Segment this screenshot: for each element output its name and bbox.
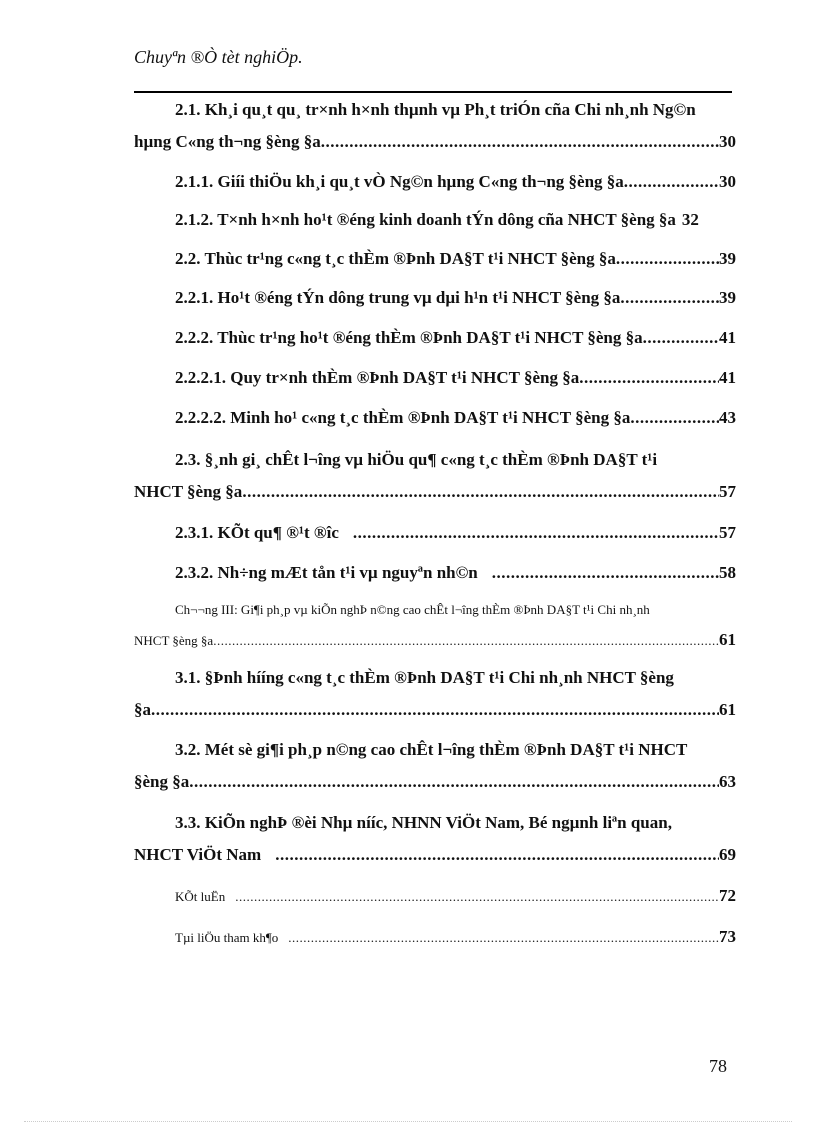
toc-page-number: 57 bbox=[719, 482, 736, 501]
toc-entry-2-2-2-2 bbox=[175, 403, 736, 433]
toc-entry-3-3 bbox=[134, 808, 736, 870]
toc-entry-text-line1: 2.3. §¸nh gi¸ chÊt l¬îng vµ hiÖu qu¶ c«ng t¸c thÈm ®Þnh DA§T t¹i bbox=[175, 450, 658, 469]
toc-entry-2-2 bbox=[175, 244, 736, 274]
leader-dots bbox=[353, 518, 719, 548]
toc-entry-text: 2.2.2.1. Quy tr×nh thÈm ®Þnh DA§T t¹i NHCT §èng §a bbox=[175, 368, 580, 387]
leader-dots bbox=[492, 558, 719, 588]
toc-entry-text: 2.2. Thùc tr¹ng c«ng t¸c thÈm ®Þnh DA§T t¹i NHCT §èng §a bbox=[175, 249, 616, 268]
leader-dots bbox=[235, 882, 719, 912]
leader-dots bbox=[151, 695, 719, 725]
toc-entry-2-3-2 bbox=[175, 558, 736, 588]
toc-entry-text: 2.3.2. Nh÷ng mÆt tån t¹i vµ nguyªn nh©n bbox=[175, 563, 478, 582]
toc-entry-3-1 bbox=[134, 663, 736, 725]
toc-page-number: 30 bbox=[719, 132, 736, 151]
toc-entry-text: Tµi liÖu tham kh¶o bbox=[175, 930, 279, 945]
toc-entry-2-3 bbox=[134, 445, 736, 507]
toc-entry-2-1-2 bbox=[175, 205, 736, 235]
toc-entry-text-line1: 3.2. Mét sè gi¶i ph¸p n©ng cao chÊt l¬îng thÈm ®Þnh DA§T t¹i NHCT bbox=[175, 740, 688, 759]
toc-entry-3-2 bbox=[134, 735, 736, 797]
page-header: Chuyªn ®Ò tèt nghiÖp. bbox=[134, 47, 303, 67]
toc-page-number: 32 bbox=[681, 210, 699, 229]
toc-page-number: 58 bbox=[719, 563, 736, 582]
toc-page-number: 41 bbox=[719, 328, 736, 347]
toc-entry-text-line2: NHCT §èng §a bbox=[134, 633, 214, 648]
leader-dots bbox=[189, 767, 719, 797]
toc-entry-text: KÕt luËn bbox=[175, 889, 226, 904]
toc-page-number: 43 bbox=[719, 408, 736, 427]
toc-entry-conclusion bbox=[175, 881, 736, 912]
toc-entry-2-2-2-1 bbox=[175, 363, 736, 393]
toc-entry-references bbox=[175, 922, 736, 953]
toc-entry-text: 2.1.2. T×nh h×nh ho¹t ®éng kinh doanh tÝn dông cña NHCT §èng §a bbox=[175, 210, 676, 229]
header-rule bbox=[134, 91, 732, 93]
toc-entry-text-line1: 3.1. §Þnh hííng c«ng t¸c thÈm ®Þnh DA§T t¹i Chi nh¸nh NHCT §èng bbox=[175, 668, 674, 687]
toc-entry-text: 2.2.1. Ho¹t ®éng tÝn dông trung vµ dµi h¹n t¹i NHCT §èng §a bbox=[175, 288, 621, 307]
toc-entry-2-1 bbox=[134, 95, 736, 157]
toc-page-number: 39 bbox=[719, 288, 736, 307]
toc-entry-2-2-1 bbox=[175, 283, 736, 313]
leader-dots bbox=[321, 127, 719, 157]
toc-entry-text-line1: 2.1. Kh¸i qu¸t qu¸ tr×nh h×nh thµnh vµ Ph¸t triÓn cña Chi nh¸nh Ng©n bbox=[175, 100, 696, 119]
toc-page-number: 69 bbox=[719, 845, 736, 864]
leader-dots bbox=[630, 403, 719, 433]
toc-page-number: 61 bbox=[719, 700, 736, 719]
toc-page-number: 41 bbox=[719, 368, 736, 387]
leader-dots bbox=[620, 283, 719, 313]
toc-entry-text-line2: NHCT ViÖt Nam bbox=[134, 845, 262, 864]
page-bottom-divider bbox=[24, 1121, 792, 1122]
leader-dots bbox=[275, 840, 719, 870]
toc-page-number: 72 bbox=[719, 886, 736, 905]
toc-entry-text: 2.2.2. Thùc tr¹ng ho¹t ®éng thÈm ®Þnh DA§T t¹i NHCT §èng §a bbox=[175, 328, 643, 347]
toc-entry-text: 2.3.1. KÕt qu¶ ®¹t ®îc bbox=[175, 523, 339, 542]
toc-page-number: 57 bbox=[719, 523, 736, 542]
leader-dots bbox=[213, 628, 719, 654]
toc-entry-text-line2: hµng C«ng th¬ng §èng §a bbox=[134, 132, 321, 151]
toc-entry-2-1-1 bbox=[175, 167, 736, 197]
toc-page-number: 73 bbox=[719, 927, 736, 946]
leader-dots bbox=[624, 167, 719, 197]
leader-dots bbox=[288, 923, 719, 953]
toc-entry-2-3-1 bbox=[175, 518, 736, 548]
toc-page-number: 30 bbox=[719, 172, 736, 191]
toc-entry-2-2-2 bbox=[175, 323, 736, 353]
toc-entry-text: 2.2.2.2. Minh ho¹ c«ng t¸c thÈm ®Þnh DA§T t¹i NHCT §èng §a bbox=[175, 408, 631, 427]
toc-entry-text-line1: 3.3. KiÕn nghÞ ®èi Nhµ nííc, NHNN ViÖt Nam, Bé ngµnh liªn quan, bbox=[175, 813, 672, 832]
toc-entry-text-line2: §èng §a bbox=[134, 772, 190, 791]
leader-dots bbox=[643, 323, 719, 353]
leader-dots bbox=[242, 477, 719, 507]
toc-entry-text-line2: NHCT §èng §a bbox=[134, 482, 243, 501]
toc-entry-text-line2: §a bbox=[134, 700, 151, 719]
page-number: 78 bbox=[709, 1056, 727, 1076]
toc-page-number: 39 bbox=[719, 249, 736, 268]
toc-entry-text-line1: Ch¬¬ng III: Gi¶i ph¸p vµ kiÕn nghÞ n©ng cao chÊt l¬îng thÈm ®Þnh DA§T t¹i Chi nh¸nh bbox=[175, 602, 650, 617]
toc-entry-chapter-3 bbox=[134, 597, 736, 654]
toc-entry-text: 2.1.1. Giíi thiÖu kh¸i qu¸t vÒ Ng©n hµng C«ng th¬ng §èng §a bbox=[175, 172, 624, 191]
toc-page-number: 63 bbox=[719, 772, 736, 791]
toc-page-number: 61 bbox=[719, 630, 736, 649]
leader-dots bbox=[616, 244, 719, 274]
leader-dots bbox=[579, 363, 719, 393]
